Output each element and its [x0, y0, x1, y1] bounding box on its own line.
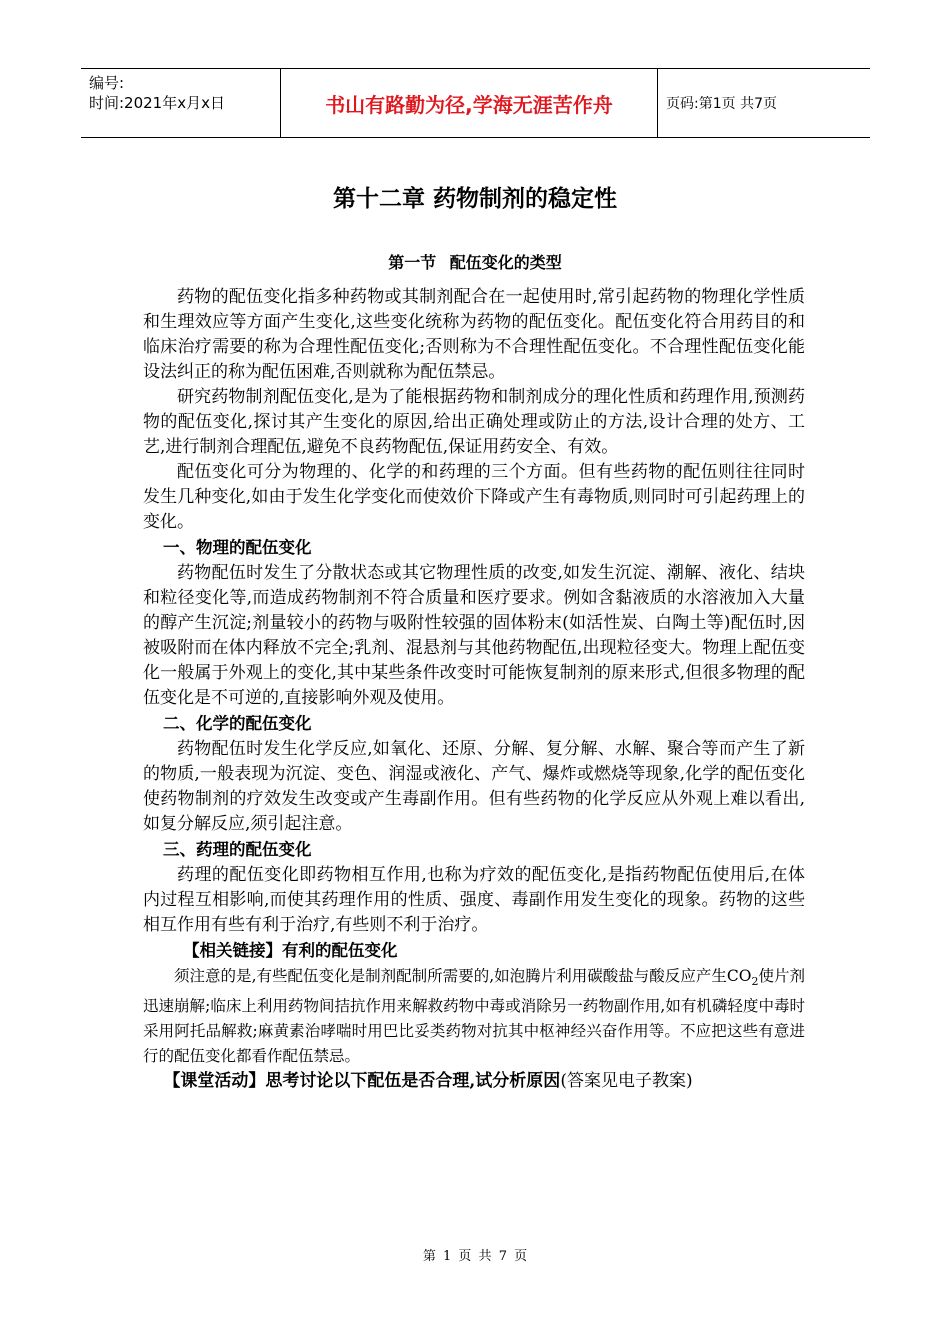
header-page-code: 页码:第1页 共7页	[666, 96, 777, 112]
paragraph-3: 配伍变化可分为物理的、化学的和药理的三个方面。但有些药物的配伍则往往同时发生几种变化,如由于发生化学变化而使效价下降或产生有毒物质,则同时可引起药理上的变化。	[143, 462, 805, 532]
activity-note: (答案见电子教案)	[560, 1071, 693, 1092]
header-motto: 书山有路勤为径,学海无涯苦作舟	[281, 69, 658, 137]
paragraph-4: 药物配伍时发生了分散状态或其它物理性质的改变,如发生沉淀、潮解、液化、结块和粒径变化等,而造成药物制剂不符合质量和医疗要求。例如含黏液质的水溶液加入大量的醇产生沉淀;剂量较小的药物与吸附性较强的固体粉末(如活性炭、白陶土等)配伍时,因被吸附而在体内释放不完全;乳剂、混悬剂与其他药物配伍,出现粒径变大。物理上配伍变化一般属于外观上的变化,其中某些条件改变时可能恢复制剂的原来形式,但很多物理的配伍变化是不可逆的,直接影响外观及使用。	[143, 563, 805, 708]
page-footer: 第 1 页 共 7 页	[422, 1249, 528, 1264]
heading-physical: 一、物理的配伍变化	[163, 538, 312, 557]
document-body	[143, 285, 805, 1094]
heading-pharmacological: 三、药理的配伍变化	[163, 840, 312, 859]
paragraph-5: 药物配伍时发生化学反应,如氧化、还原、分解、复分解、水解、聚合等而产生了新的物质,一般表现为沉淀、变色、润湿或液化、产气、爆炸或燃烧等现象,化学的配伍变化使药物制剂的疗效发生改变或产生毒副作用。但有些药物的化学反应从外观上难以看出,如复分解反应,须引起注意。	[143, 739, 805, 834]
related-link-title: 【相关链接】有利的配伍变化	[183, 941, 398, 960]
classroom-activity	[143, 1069, 805, 1094]
time-label: 时间:2021年x月x日	[89, 94, 225, 112]
paragraph-2: 研究药物制剂配伍变化,是为了能根据药物和制剂成分的理化性质和药理作用,预测药物的配伍变化,探讨其产生变化的原因,给出正确处理或防止的方法,设计合理的处方、工艺,进行制剂合理配伍,避免不良药物配伍,保证用药安全、有效。	[143, 387, 805, 457]
number-label: 编号:	[89, 74, 125, 92]
chapter-title: 第十二章 药物制剂的稳定性	[332, 186, 617, 212]
paragraph-7-part-b: 使片剂迅速崩解;临床上利用药物间拮抗作用来解救药物中毒或消除另一药物副作用,如有机磷轻度中毒时采用阿托品解救;麻黄素治哮喘时用巴比妥类药物对抗其中枢神经兴奋作用等。不应把这些有意进行的配伍变化都看作配伍禁忌。	[143, 967, 805, 1066]
header-meta	[81, 69, 281, 137]
paragraph-7-part-a: 须注意的是,有些配伍变化是制剂配制所需要的,如泡腾片利用碳酸盐与酸反应产生CO	[174, 967, 752, 985]
heading-chemical: 二、化学的配伍变化	[163, 714, 312, 733]
page-header	[81, 68, 870, 138]
paragraph-1: 药物的配伍变化指多种药物或其制剂配合在一起使用时,常引起药物的物理化学性质和生理效应等方面产生变化,这些变化统称为药物的配伍变化。配伍变化符合用药目的和临床治疗需要的称为合理性配伍变化;否则称为不合理性配伍变化。不合理性配伍变化能设法纠正的称为配伍困难,否则就称为配伍禁忌。	[143, 287, 805, 382]
paragraph-6: 药理的配伍变化即药物相互作用,也称为疗效的配伍变化,是指药物配伍使用后,在体内过程互相影响,而使其药理作用的性质、强度、毒副作用发生变化的现象。药物的这些相互作用有些有利于治疗,有些则不利于治疗。	[143, 865, 805, 935]
activity-title: 【课堂活动】思考讨论以下配伍是否合理,试分析原因	[163, 1071, 561, 1092]
co2-subscript: 2	[751, 975, 759, 989]
paragraph-7	[143, 964, 805, 1069]
section-title: 第一节 配伍变化的类型	[388, 253, 562, 272]
